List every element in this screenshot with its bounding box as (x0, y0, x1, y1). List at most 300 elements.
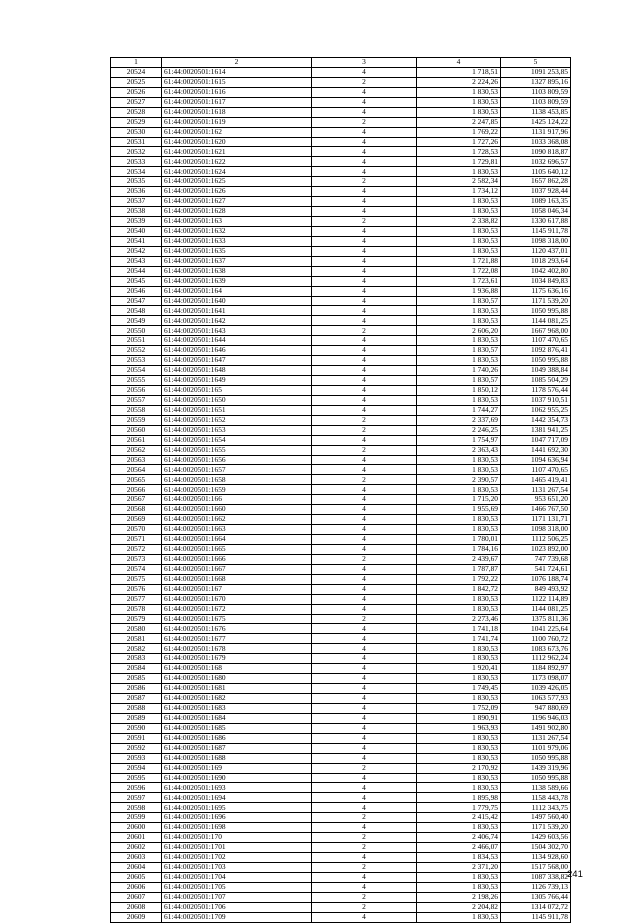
table-cell-col-3: 4 (312, 286, 417, 296)
table-cell-col-4: 1 715,20 (417, 495, 501, 505)
table-cell-col-2: 61:44:0020501:1657 (162, 465, 312, 475)
table-row (111, 862, 571, 872)
table-cell-col-3: 4 (312, 97, 417, 107)
table-cell-col-1: 20564 (111, 465, 162, 475)
table-cell-col-4: 1 830,53 (417, 455, 501, 465)
table-cell-col-1: 20573 (111, 554, 162, 564)
table-cell-col-4: 1 780,01 (417, 535, 501, 545)
table-row (111, 276, 571, 286)
table-cell-col-2: 61:44:0020501:1681 (162, 684, 312, 694)
table-row (111, 793, 571, 803)
table-cell-col-1: 20575 (111, 574, 162, 584)
table-cell-col-4: 1 830,53 (417, 465, 501, 475)
table-cell-col-1: 20559 (111, 415, 162, 425)
table-cell-col-5: 1098 318,00 (501, 236, 571, 246)
table-cell-col-5: 1504 302,70 (501, 843, 571, 853)
table-cell-col-2: 61:44:0020501:1684 (162, 713, 312, 723)
table-row (111, 356, 571, 366)
table-cell-col-3: 4 (312, 485, 417, 495)
table-cell-col-2: 61:44:0020501:1703 (162, 862, 312, 872)
table-cell-col-5: 1050 995,88 (501, 356, 571, 366)
table-cell-col-1: 20597 (111, 793, 162, 803)
table-row (111, 157, 571, 167)
table-cell-col-1: 20547 (111, 296, 162, 306)
table-cell-col-3: 4 (312, 226, 417, 236)
table-cell-col-1: 20599 (111, 813, 162, 823)
table-cell-col-4: 2 439,67 (417, 554, 501, 564)
table-cell-col-2: 61:44:0020501:167 (162, 584, 312, 594)
table-row (111, 743, 571, 753)
table-cell-col-3: 4 (312, 694, 417, 704)
table-cell-col-5: 1120 437,01 (501, 246, 571, 256)
table-cell-col-2: 61:44:0020501:1628 (162, 207, 312, 217)
table-cell-col-3: 4 (312, 385, 417, 395)
table-cell-col-3: 4 (312, 87, 417, 97)
table-cell-col-5: 1058 046,34 (501, 207, 571, 217)
table-cell-col-4: 2 415,42 (417, 813, 501, 823)
table-cell-col-5: 1330 617,88 (501, 217, 571, 227)
table-row (111, 803, 571, 813)
table-cell-col-3: 2 (312, 843, 417, 853)
table-cell-col-3: 2 (312, 475, 417, 485)
table-cell-col-5: 947 880,69 (501, 703, 571, 713)
table-row (111, 147, 571, 157)
table-cell-col-1: 20543 (111, 256, 162, 266)
table-cell-col-5: 1439 319,96 (501, 763, 571, 773)
table-cell-col-4: 1 830,53 (417, 97, 501, 107)
table-cell-col-3: 4 (312, 684, 417, 694)
table-cell-col-4: 1 729,81 (417, 157, 501, 167)
col-header-5: 5 (501, 58, 571, 68)
table-row (111, 664, 571, 674)
table-cell-col-5: 1090 818,87 (501, 147, 571, 157)
table-row (111, 723, 571, 733)
table-cell-col-5: 1145 911,78 (501, 912, 571, 922)
table-cell-col-2: 61:44:0020501:1653 (162, 425, 312, 435)
table-cell-col-5: 1144 081,25 (501, 604, 571, 614)
table-row (111, 584, 571, 594)
table-cell-col-4: 1 744,27 (417, 405, 501, 415)
table-cell-col-4: 2 247,85 (417, 117, 501, 127)
table-cell-col-1: 20566 (111, 485, 162, 495)
table-cell-col-5: 1089 163,35 (501, 197, 571, 207)
table-cell-col-4: 1 830,53 (417, 246, 501, 256)
table-cell-col-2: 61:44:0020501:1705 (162, 882, 312, 892)
table-row (111, 872, 571, 882)
table-row (111, 366, 571, 376)
table-cell-col-3: 4 (312, 127, 417, 137)
table-cell-col-1: 20570 (111, 525, 162, 535)
table-cell-col-2: 61:44:0020501:1666 (162, 554, 312, 564)
table-row (111, 544, 571, 554)
table-cell-col-4: 1 830,53 (417, 604, 501, 614)
table-cell-col-1: 20556 (111, 385, 162, 395)
table-cell-col-4: 1 830,53 (417, 167, 501, 177)
table-cell-col-5: 1122 114,89 (501, 594, 571, 604)
table-cell-col-3: 4 (312, 67, 417, 77)
table-cell-col-2: 61:44:0020501:1670 (162, 594, 312, 604)
table-cell-col-1: 20600 (111, 823, 162, 833)
table-cell-col-2: 61:44:0020501:1639 (162, 276, 312, 286)
table-cell-col-3: 4 (312, 525, 417, 535)
table-cell-col-4: 1 830,53 (417, 823, 501, 833)
table-cell-col-4: 1 830,53 (417, 773, 501, 783)
table-cell-col-5: 1100 760,72 (501, 634, 571, 644)
table-cell-col-5: 1138 453,85 (501, 107, 571, 117)
table-row (111, 256, 571, 266)
table-cell-col-1: 20579 (111, 614, 162, 624)
table-cell-col-1: 20607 (111, 892, 162, 902)
table-cell-col-3: 4 (312, 356, 417, 366)
table-cell-col-4: 1 830,53 (417, 395, 501, 405)
table-cell-col-4: 1 830,53 (417, 485, 501, 495)
table-row (111, 395, 571, 405)
table-row (111, 435, 571, 445)
table-cell-col-1: 20557 (111, 395, 162, 405)
table-cell-col-1: 20548 (111, 306, 162, 316)
table-cell-col-3: 4 (312, 465, 417, 475)
table-cell-col-3: 4 (312, 157, 417, 167)
table-cell-col-2: 61:44:0020501:1615 (162, 77, 312, 87)
table-cell-col-3: 4 (312, 713, 417, 723)
table-cell-col-5: 1105 640,12 (501, 167, 571, 177)
table-cell-col-5: 1094 636,94 (501, 455, 571, 465)
table-cell-col-2: 61:44:0020501:1627 (162, 197, 312, 207)
table-cell-col-5: 1112 343,75 (501, 803, 571, 813)
table-cell-col-4: 1 830,53 (417, 107, 501, 117)
table-cell-col-3: 4 (312, 634, 417, 644)
table-cell-col-4: 1 740,26 (417, 366, 501, 376)
table-cell-col-4: 2 371,20 (417, 862, 501, 872)
table-cell-col-5: 1145 911,78 (501, 226, 571, 236)
table-cell-col-4: 1 920,41 (417, 664, 501, 674)
table-row (111, 753, 571, 763)
table-cell-col-1: 20555 (111, 376, 162, 386)
table-cell-col-4: 1 830,53 (417, 336, 501, 346)
table-cell-col-1: 20561 (111, 435, 162, 445)
table-cell-col-5: 1171 539,20 (501, 823, 571, 833)
table-cell-col-1: 20571 (111, 535, 162, 545)
table-cell-col-4: 2 204,82 (417, 902, 501, 912)
table-cell-col-3: 4 (312, 316, 417, 326)
table-cell-col-1: 20580 (111, 624, 162, 634)
table-cell-col-3: 4 (312, 584, 417, 594)
table-cell-col-2: 61:44:0020501:1707 (162, 892, 312, 902)
table-cell-col-2: 61:44:0020501:1622 (162, 157, 312, 167)
table-cell-col-2: 61:44:0020501:1650 (162, 395, 312, 405)
table-cell-col-4: 1 727,26 (417, 137, 501, 147)
table-row (111, 892, 571, 902)
table-cell-col-3: 4 (312, 107, 417, 117)
table-cell-col-3: 4 (312, 574, 417, 584)
table-row (111, 177, 571, 187)
table-cell-col-3: 2 (312, 445, 417, 455)
table-cell-col-3: 2 (312, 614, 417, 624)
table-cell-col-1: 20590 (111, 723, 162, 733)
table-cell-col-2: 61:44:0020501:1621 (162, 147, 312, 157)
table-row (111, 813, 571, 823)
table-row (111, 296, 571, 306)
table-cell-col-1: 20572 (111, 544, 162, 554)
table-cell-col-1: 20606 (111, 882, 162, 892)
table-row (111, 336, 571, 346)
table-cell-col-3: 4 (312, 187, 417, 197)
table-row (111, 197, 571, 207)
table-row (111, 207, 571, 217)
table-cell-col-3: 2 (312, 833, 417, 843)
table-cell-col-3: 4 (312, 654, 417, 664)
table-cell-col-2: 61:44:0020501:163 (162, 217, 312, 227)
table-row (111, 535, 571, 545)
table-cell-col-4: 1 963,93 (417, 723, 501, 733)
table-cell-col-2: 61:44:0020501:1696 (162, 813, 312, 823)
table-cell-col-2: 61:44:0020501:1618 (162, 107, 312, 117)
table-cell-col-3: 2 (312, 117, 417, 127)
table-cell-col-1: 20585 (111, 674, 162, 684)
table-cell-col-1: 20538 (111, 207, 162, 217)
table-cell-col-5: 1171 131,71 (501, 515, 571, 525)
table-cell-col-4: 1 936,88 (417, 286, 501, 296)
table-cell-col-1: 20595 (111, 773, 162, 783)
table-cell-col-1: 20592 (111, 743, 162, 753)
table-cell-col-4: 2 582,34 (417, 177, 501, 187)
table-cell-col-5: 1178 576,44 (501, 385, 571, 395)
table-cell-col-4: 1 850,12 (417, 385, 501, 395)
table-cell-col-2: 61:44:0020501:166 (162, 495, 312, 505)
col-header-4: 4 (417, 58, 501, 68)
table-cell-col-1: 20551 (111, 336, 162, 346)
table-row (111, 694, 571, 704)
table-cell-col-2: 61:44:0020501:1651 (162, 405, 312, 415)
table-cell-col-5: 1107 470,65 (501, 465, 571, 475)
table-cell-col-5: 1158 443,78 (501, 793, 571, 803)
table-row (111, 385, 571, 395)
table-cell-col-4: 2 338,82 (417, 217, 501, 227)
table-cell-col-5: 1085 504,29 (501, 376, 571, 386)
table-cell-col-4: 2 337,69 (417, 415, 501, 425)
table-cell-col-4: 1 830,53 (417, 356, 501, 366)
table-cell-col-4: 1 830,53 (417, 783, 501, 793)
table-cell-col-1: 20537 (111, 197, 162, 207)
table-cell-col-5: 849 493,92 (501, 584, 571, 594)
table-cell-col-3: 4 (312, 366, 417, 376)
table-cell-col-5: 1657 862,28 (501, 177, 571, 187)
table-cell-col-4: 1 830,53 (417, 236, 501, 246)
table-row (111, 475, 571, 485)
table-cell-col-1: 20544 (111, 266, 162, 276)
table-cell-col-2: 61:44:0020501:1616 (162, 87, 312, 97)
table-row (111, 823, 571, 833)
table-cell-col-5: 1042 402,80 (501, 266, 571, 276)
table-cell-col-3: 4 (312, 753, 417, 763)
table-cell-col-3: 4 (312, 197, 417, 207)
table-cell-col-5: 1076 188,74 (501, 574, 571, 584)
table-cell-col-1: 20530 (111, 127, 162, 137)
table-cell-col-1: 20576 (111, 584, 162, 594)
table-row (111, 266, 571, 276)
table-cell-col-2: 61:44:0020501:165 (162, 385, 312, 395)
table-cell-col-3: 4 (312, 137, 417, 147)
table-cell-col-5: 1126 739,13 (501, 882, 571, 892)
table-cell-col-1: 20536 (111, 187, 162, 197)
table-cell-col-2: 61:44:0020501:1654 (162, 435, 312, 445)
table-cell-col-2: 61:44:0020501:162 (162, 127, 312, 137)
col-header-1: 1 (111, 58, 162, 68)
table-cell-col-3: 2 (312, 902, 417, 912)
table-cell-col-1: 20550 (111, 326, 162, 336)
table-cell-col-1: 20569 (111, 515, 162, 525)
table-cell-col-4: 1 830,57 (417, 376, 501, 386)
col-header-2: 2 (162, 58, 312, 68)
table-row (111, 187, 571, 197)
table-cell-col-5: 1131 917,96 (501, 127, 571, 137)
table-cell-col-3: 4 (312, 207, 417, 217)
table-cell-col-3: 4 (312, 853, 417, 863)
table-cell-col-3: 2 (312, 217, 417, 227)
table-row (111, 226, 571, 236)
table-cell-col-1: 20581 (111, 634, 162, 644)
table-cell-col-5: 1050 995,88 (501, 773, 571, 783)
table-cell-col-1: 20586 (111, 684, 162, 694)
table-cell-col-5: 1667 968,00 (501, 326, 571, 336)
table-cell-col-2: 61:44:0020501:1617 (162, 97, 312, 107)
table-cell-col-3: 2 (312, 177, 417, 187)
table-cell-col-1: 20608 (111, 902, 162, 912)
table-cell-col-3: 4 (312, 783, 417, 793)
table-cell-col-3: 4 (312, 455, 417, 465)
table-cell-col-1: 20577 (111, 594, 162, 604)
table-cell-col-5: 1103 809,59 (501, 87, 571, 97)
table-cell-col-1: 20603 (111, 853, 162, 863)
table-cell-col-3: 2 (312, 813, 417, 823)
table-cell-col-1: 20598 (111, 803, 162, 813)
table-cell-col-4: 1 749,45 (417, 684, 501, 694)
table-row (111, 445, 571, 455)
table-cell-col-4: 1 752,09 (417, 703, 501, 713)
table-cell-col-4: 1 895,98 (417, 793, 501, 803)
table-cell-col-2: 61:44:0020501:1619 (162, 117, 312, 127)
table-cell-col-2: 61:44:0020501:170 (162, 833, 312, 843)
table-row (111, 644, 571, 654)
table-cell-col-1: 20589 (111, 713, 162, 723)
table-cell-col-4: 1 754,97 (417, 435, 501, 445)
table-cell-col-2: 61:44:0020501:1640 (162, 296, 312, 306)
table-cell-col-5: 1103 809,59 (501, 97, 571, 107)
table-cell-col-1: 20540 (111, 226, 162, 236)
table-cell-col-2: 61:44:0020501:1694 (162, 793, 312, 803)
table-row (111, 833, 571, 843)
table-cell-col-5: 1018 293,64 (501, 256, 571, 266)
table-cell-col-4: 1 830,53 (417, 525, 501, 535)
table-row (111, 306, 571, 316)
table-cell-col-3: 4 (312, 594, 417, 604)
table-cell-col-5: 1441 692,30 (501, 445, 571, 455)
table-cell-col-1: 20535 (111, 177, 162, 187)
table-cell-col-4: 1 830,57 (417, 346, 501, 356)
table-cell-col-5: 1050 995,88 (501, 753, 571, 763)
table-cell-col-1: 20558 (111, 405, 162, 415)
table-cell-col-5: 1039 426,05 (501, 684, 571, 694)
table-cell-col-2: 61:44:0020501:1647 (162, 356, 312, 366)
table-cell-col-4: 2 466,07 (417, 843, 501, 853)
table-cell-col-4: 1 830,53 (417, 654, 501, 664)
table-cell-col-2: 61:44:0020501:1685 (162, 723, 312, 733)
table-cell-col-3: 4 (312, 505, 417, 515)
table-row (111, 485, 571, 495)
table-cell-col-4: 1 890,91 (417, 713, 501, 723)
table-cell-col-2: 61:44:0020501:1664 (162, 535, 312, 545)
table-cell-col-2: 61:44:0020501:1667 (162, 564, 312, 574)
table-row (111, 67, 571, 77)
table-cell-col-1: 20574 (111, 564, 162, 574)
table-cell-col-5: 1134 928,60 (501, 853, 571, 863)
header-row (111, 58, 571, 68)
table-cell-col-4: 1 830,53 (417, 872, 501, 882)
table-cell-col-5: 1112 962,24 (501, 654, 571, 664)
table-cell-col-2: 61:44:0020501:1656 (162, 455, 312, 465)
table-cell-col-4: 1 723,61 (417, 276, 501, 286)
table-cell-col-2: 61:44:0020501:1652 (162, 415, 312, 425)
table-cell-col-5: 1049 388,84 (501, 366, 571, 376)
table-cell-col-3: 4 (312, 803, 417, 813)
table-cell-col-4: 1 830,53 (417, 306, 501, 316)
table-cell-col-2: 61:44:0020501:1678 (162, 644, 312, 654)
table-cell-col-2: 61:44:0020501:1683 (162, 703, 312, 713)
table-row (111, 773, 571, 783)
table-row (111, 902, 571, 912)
table-cell-col-3: 4 (312, 535, 417, 545)
table-cell-col-1: 20534 (111, 167, 162, 177)
table-cell-col-3: 4 (312, 395, 417, 405)
table-row (111, 614, 571, 624)
table-cell-col-5: 1083 673,76 (501, 644, 571, 654)
table-cell-col-4: 1 734,12 (417, 187, 501, 197)
table-cell-col-5: 1381 941,25 (501, 425, 571, 435)
table-cell-col-5: 1032 696,57 (501, 157, 571, 167)
table-row (111, 574, 571, 584)
table-cell-col-4: 2 390,57 (417, 475, 501, 485)
table-cell-col-3: 2 (312, 425, 417, 435)
table-cell-col-1: 20588 (111, 703, 162, 713)
table-cell-col-1: 20602 (111, 843, 162, 853)
table-cell-col-4: 1 769,22 (417, 127, 501, 137)
table-cell-col-5: 1314 072,72 (501, 902, 571, 912)
table-cell-col-3: 4 (312, 882, 417, 892)
table-cell-col-2: 61:44:0020501:1695 (162, 803, 312, 813)
table-cell-col-2: 61:44:0020501:1659 (162, 485, 312, 495)
table-row (111, 167, 571, 177)
table-cell-col-5: 1063 577,93 (501, 694, 571, 704)
table-cell-col-3: 4 (312, 306, 417, 316)
table-cell-col-2: 61:44:0020501:1649 (162, 376, 312, 386)
table-cell-col-3: 4 (312, 336, 417, 346)
table-cell-col-2: 61:44:0020501:1614 (162, 67, 312, 77)
table-row (111, 733, 571, 743)
table-cell-col-4: 1 830,53 (417, 226, 501, 236)
table-cell-col-5: 1184 892,97 (501, 664, 571, 674)
table-row (111, 634, 571, 644)
table-row (111, 415, 571, 425)
table-cell-col-4: 1 830,53 (417, 197, 501, 207)
table-cell-col-3: 4 (312, 346, 417, 356)
table-cell-col-3: 4 (312, 723, 417, 733)
table-cell-col-4: 1 792,22 (417, 574, 501, 584)
table-row (111, 505, 571, 515)
table-cell-col-5: 1175 636,16 (501, 286, 571, 296)
table-row (111, 137, 571, 147)
table-cell-col-1: 20562 (111, 445, 162, 455)
table-cell-col-5: 1034 849,83 (501, 276, 571, 286)
